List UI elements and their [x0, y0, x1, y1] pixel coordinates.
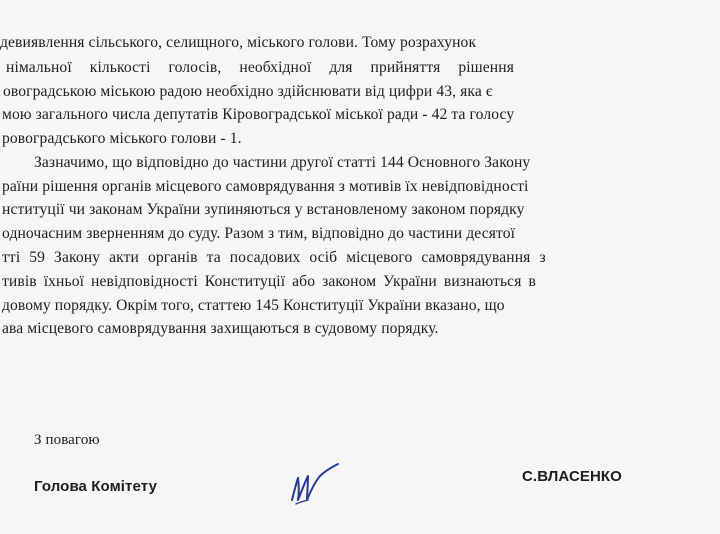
signer-name: С.ВЛАСЕНКО — [522, 468, 622, 485]
paragraph-line: німальної кількості голосів, необхідної для прийняття рішення — [6, 59, 514, 76]
paragraph-line: тивів їхньої невідповідності Конституції або законом України визнаються в — [2, 273, 536, 290]
paragraph-line: тті 59 Закону акти органів та посадових осіб місцевого самоврядування з — [2, 249, 546, 266]
paragraph-line: одночасним зверненням до суду. Разом з тим, відповідно до частини десятої — [2, 225, 516, 242]
signer-title: Голова Комітету — [34, 478, 158, 495]
paragraph-line: довому порядку. Окрім того, статтею 145 Конституції України вказано, що — [2, 297, 505, 314]
paragraph-line: раїни рішення органів місцевого самоврядування з мотивів їх невідповідності — [2, 178, 529, 195]
closing-text: З повагою — [34, 432, 100, 448]
paragraph-line: мою загального числа депутатів Кіровоградської міської ради - 42 та голосу — [2, 106, 515, 123]
paragraph-line: девиявлення сільського, селищного, міського голови. Тому розрахунок — [0, 34, 477, 51]
paragraph-line: ава місцевого самоврядування захищаються в судовому порядку. — [2, 320, 439, 337]
paragraph-line: нституції чи законам України зупиняються у встановленому законом порядку — [2, 201, 525, 218]
handwritten-signature-icon — [286, 460, 356, 512]
paragraph-line: Зазначимо, що відповідно до частини другої статті 144 Основного Закону — [34, 154, 531, 171]
paragraph-line: овоградською міською радою необхідно здійснювати від цифри 43, яка є — [3, 83, 493, 100]
paragraph-line: ровоградського міського голови - 1. — [2, 130, 242, 147]
